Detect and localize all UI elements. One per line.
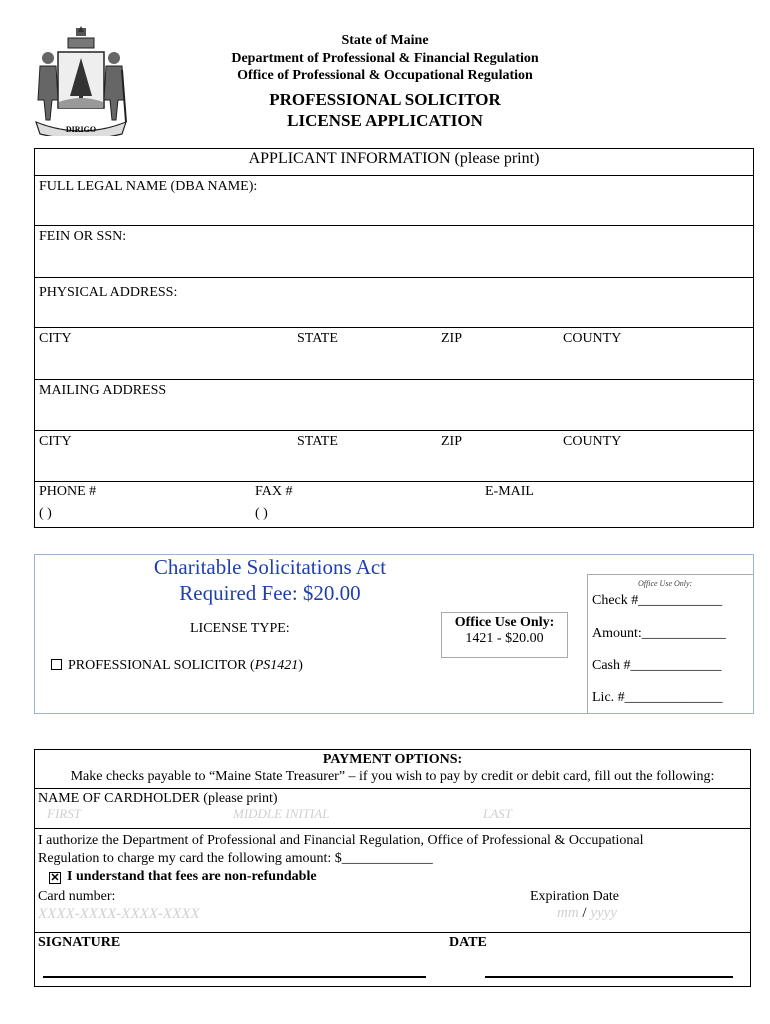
payment-title: PAYMENT OPTIONS: [322, 752, 463, 767]
date-label: DATE [449, 935, 487, 950]
cardholder-name-field[interactable] [35, 788, 750, 828]
expiration-input[interactable]: mm / yyyy [557, 905, 617, 921]
signature-line[interactable] [43, 976, 426, 978]
authorize-line1: I authorize the Department of Professional and Financial Regulation, Office of Professional & Occupational [38, 833, 644, 848]
fein-field[interactable] [35, 225, 753, 277]
date-line[interactable] [485, 976, 733, 978]
full-name-field[interactable] [35, 175, 753, 225]
fax-area-code[interactable]: ( ) [255, 506, 268, 521]
phone-area-code[interactable]: ( ) [39, 506, 52, 521]
city2-label: CITY [39, 434, 72, 449]
side-office-use-label: Office Use Only: [638, 579, 693, 588]
payment-section [34, 749, 751, 987]
fee-amount: Required Fee: $20.00 [179, 581, 361, 605]
cash-number-field[interactable]: Cash #_____________ [592, 658, 722, 673]
signature-row [35, 932, 750, 987]
office-use-value: 1421 - $20.00 [465, 631, 544, 646]
physical-address-field[interactable] [35, 277, 753, 327]
county-label: COUNTY [563, 331, 622, 346]
form-title-line1: PROFESSIONAL SOLICITOR [269, 90, 501, 109]
email-label: E-MAIL [485, 484, 534, 499]
cardholder-label: NAME OF CARDHOLDER (please print) [38, 791, 278, 806]
zip2-label: ZIP [441, 434, 462, 449]
last-name-placeholder: LAST [483, 806, 512, 821]
amount-field[interactable]: Amount:____________ [592, 626, 726, 641]
city-state-zip-row[interactable] [35, 327, 753, 379]
header-state: State of Maine [341, 33, 429, 48]
seal-motto: DIRIGO [65, 125, 97, 134]
header-office: Office of Professional & Occupational Regulation [237, 68, 533, 83]
middle-initial-placeholder: MIDDLE INITIAL [233, 806, 330, 821]
expiration-label: Expiration Date [530, 889, 620, 904]
card-number-label: Card number: [38, 889, 116, 904]
form-title-line2: LICENSE APPLICATION [287, 111, 483, 130]
payment-instructions: Make checks payable to “Maine State Treasurer” – if you wish to pay by credit or debit card, fill out the following: [70, 769, 715, 784]
applicant-section-title: APPLICANT INFORMATION (please print) [248, 150, 540, 167]
full-name-label: FULL LEGAL NAME (DBA NAME): [39, 179, 258, 194]
act-title: Charitable Solicitations Act [153, 555, 387, 579]
zip-label: ZIP [441, 331, 462, 346]
authorization-block [35, 828, 750, 932]
applicant-info-section [34, 148, 754, 528]
authorize-line2[interactable]: Regulation to charge my card the following amount: $_____________ [38, 851, 433, 866]
office-use-box [441, 612, 568, 658]
professional-solicitor-checkbox[interactable] [51, 659, 62, 670]
mailing-address-label: MAILING ADDRESS [39, 383, 167, 398]
check-number-field[interactable]: Check #____________ [592, 593, 723, 608]
office-use-title: Office Use Only: [454, 615, 555, 630]
mailing-address-field[interactable] [35, 379, 753, 430]
professional-solicitor-option[interactable]: PROFESSIONAL SOLICITOR (PS1421) [51, 658, 303, 674]
card-number-input[interactable]: XXXX-XXXX-XXXX-XXXX [38, 906, 200, 922]
license-type-label: LICENSE TYPE: [190, 621, 290, 636]
city-label: CITY [39, 331, 72, 346]
phone-label: PHONE # [39, 484, 97, 499]
county2-label: COUNTY [563, 434, 622, 449]
fee-section [34, 554, 754, 714]
physical-address-label: PHYSICAL ADDRESS: [39, 285, 178, 300]
nonrefundable-option[interactable]: ✕ I understand that fees are non-refundable [50, 869, 317, 884]
signature-label: SIGNATURE [38, 935, 121, 950]
office-use-side-panel [587, 574, 753, 714]
contact-row[interactable] [35, 481, 753, 528]
state2-label: STATE [297, 434, 338, 449]
first-name-placeholder: FIRST [47, 806, 81, 821]
state-label: STATE [297, 331, 338, 346]
mailing-city-state-zip-row[interactable] [35, 430, 753, 481]
nonrefundable-checkbox[interactable]: ✕ [50, 872, 60, 884]
header-department: Department of Professional & Financial Regulation [231, 51, 539, 66]
license-number-field[interactable]: Lic. #______________ [592, 690, 723, 705]
fein-label: FEIN OR SSN: [39, 229, 127, 244]
fax-label: FAX # [255, 484, 293, 499]
